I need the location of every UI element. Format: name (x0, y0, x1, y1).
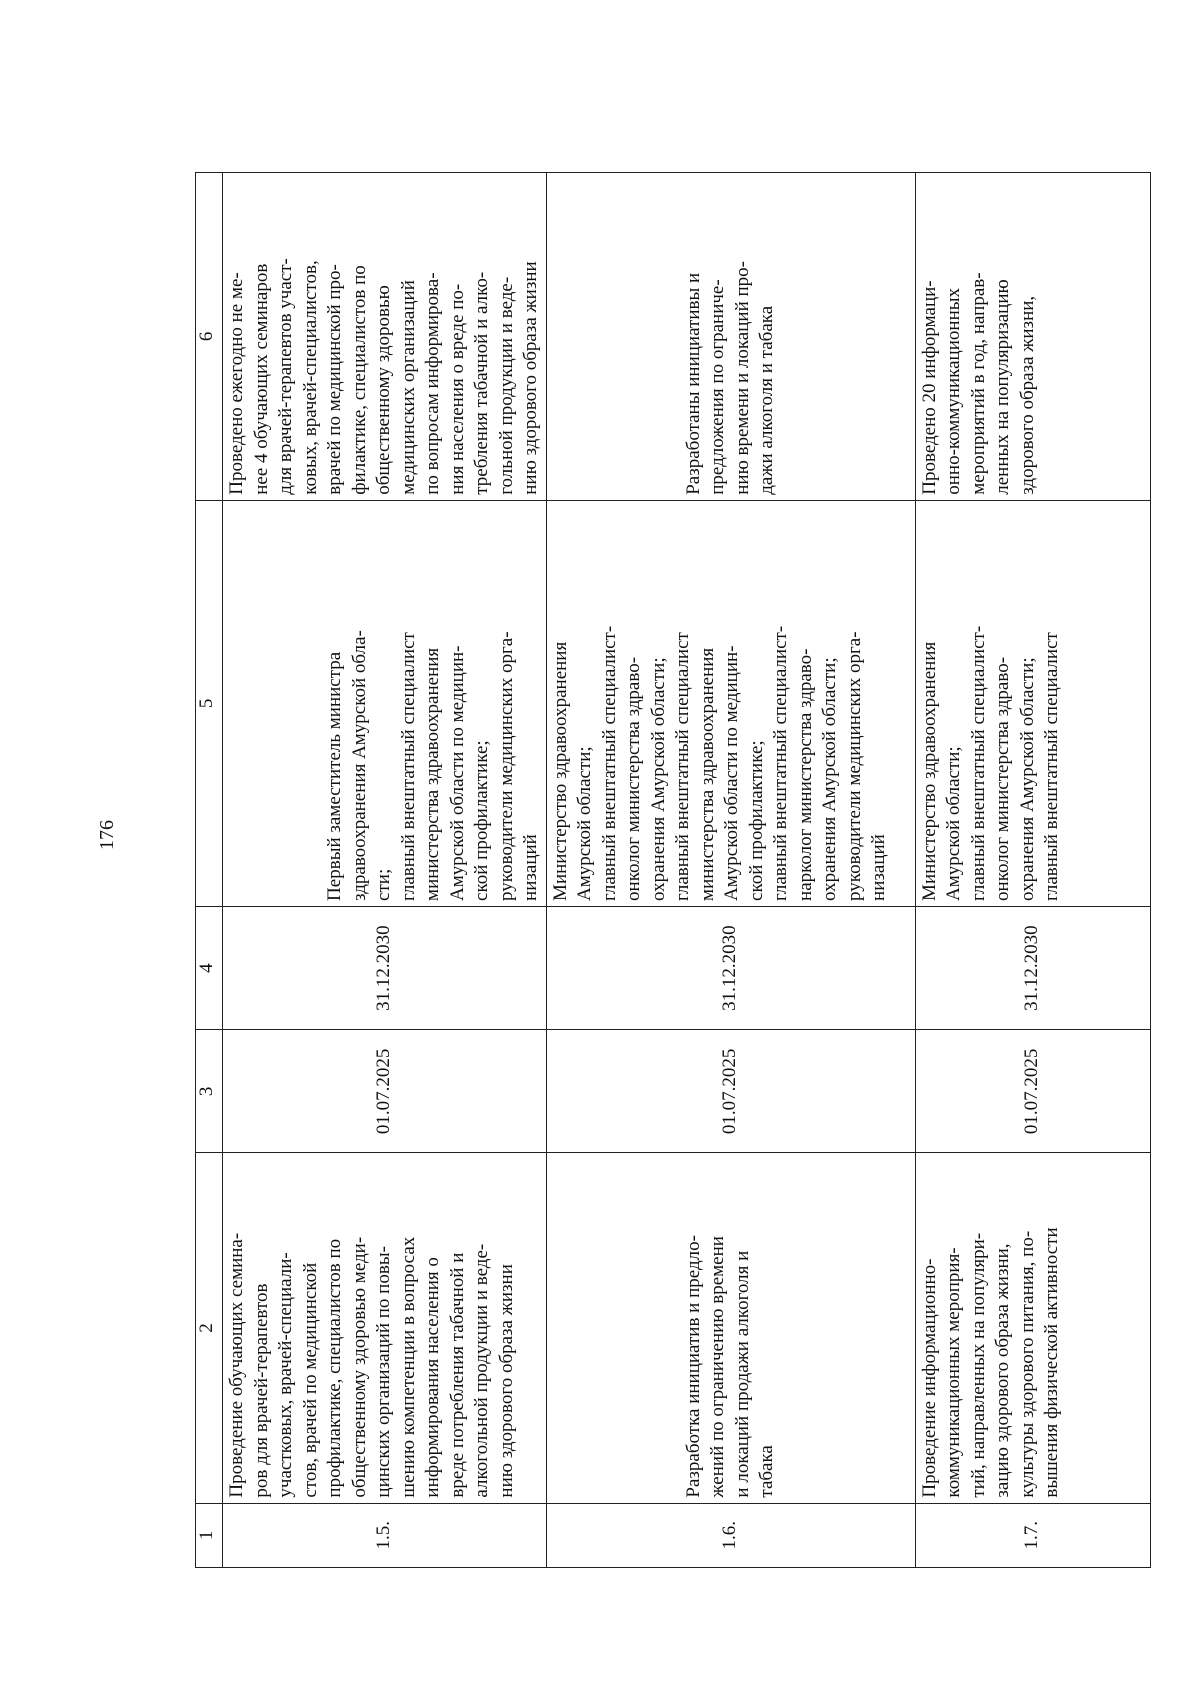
row-description: Проведение обучающих семина- ров для врачей-терапевтов участковых, врачей-специали- стов, врачей по медицинской профилактике, специалистов по общественному здоровью меди- цинских организаций по повы- шению компетенции в вопросах информирования населения о вреде потребления табачной и алкогольной продукции и веде- нию здорового образа жизни (223, 1153, 547, 1503)
header-row (196, 173, 223, 1568)
row-start-date: 01.07.2025 (915, 1030, 1150, 1153)
row-description: Разработка инициатив и предло- жений по ограничению времени и локаций продажи алкоголя и табака (546, 1153, 915, 1503)
row-responsible: Министерство здравоохранения Амурской области; главный внештатный специалист- онколог министерства здраво- охранения Амурской области; главный внештатный специалист (915, 500, 1150, 906)
row-number: 1.6. (546, 1503, 915, 1567)
table-row (915, 173, 1150, 1568)
row-start-date: 01.07.2025 (546, 1030, 915, 1153)
header-col-3: 3 (196, 1030, 223, 1153)
row-result: Проведено ежегодно не ме- нее 4 обучающих семинаров для врачей-терапевтов участ- ковых, врачей-специалистов, врачей по медицинской про- филактике, специалистов по общественному здоровью медицинских организаций по вопросам информирова- ния населения о вреде по- требления табачной и алко- гольной продукции и веде- нию здорового образа жизни (223, 173, 547, 501)
rotated-table-container (195, 172, 1115, 1568)
header-col-6: 6 (196, 173, 223, 501)
header-col-5: 5 (196, 500, 223, 906)
header-col-1: 1 (196, 1503, 223, 1567)
plan-table (195, 172, 1151, 1568)
row-end-date: 31.12.2030 (546, 906, 915, 1029)
row-description: Проведение информационно- коммуникационных мероприя- тий, направленных на популяри- зацию здорового образа жизни, культуры здорового питания, по- вышения физической активности (915, 1153, 1150, 1503)
row-result: Разработаны инициативы и предложения по ограниче- нию времени и локаций про- дажи алкоголя и табака (546, 173, 915, 501)
header-col-4: 4 (196, 906, 223, 1029)
table-row (223, 173, 547, 1568)
row-number: 1.5. (223, 1503, 547, 1567)
row-number: 1.7. (915, 1503, 1150, 1567)
row-responsible: Министерство здравоохранения Амурской области; главный внештатный специалист- онколог министерства здраво- охранения Амурской области; главный внештатный специалист министерства здравоохранения Амурской области по медицин- ской профилактике; главный внештатный специалист- нарколог министерства здраво- охранения Амурской области; руководители медицинских орга- низаций (546, 500, 915, 906)
header-col-2: 2 (196, 1153, 223, 1503)
row-end-date: 31.12.2030 (915, 906, 1150, 1029)
page-number: 176 (96, 820, 118, 850)
row-result: Проведено 20 информаци- онно-коммуникационных мероприятий в год, направ- ленных на популяризацию здорового образа жизни, (915, 173, 1150, 501)
row-responsible: Первый заместитель министра здравоохранения Амурской обла- сти; главный внештатный специалист министерства здравоохранения Амурской области по медицин- ской профилактике; руководители медицинских орга- низаций (223, 500, 547, 906)
row-start-date: 01.07.2025 (223, 1030, 547, 1153)
row-end-date: 31.12.2030 (223, 906, 547, 1029)
table-row (546, 173, 915, 1568)
